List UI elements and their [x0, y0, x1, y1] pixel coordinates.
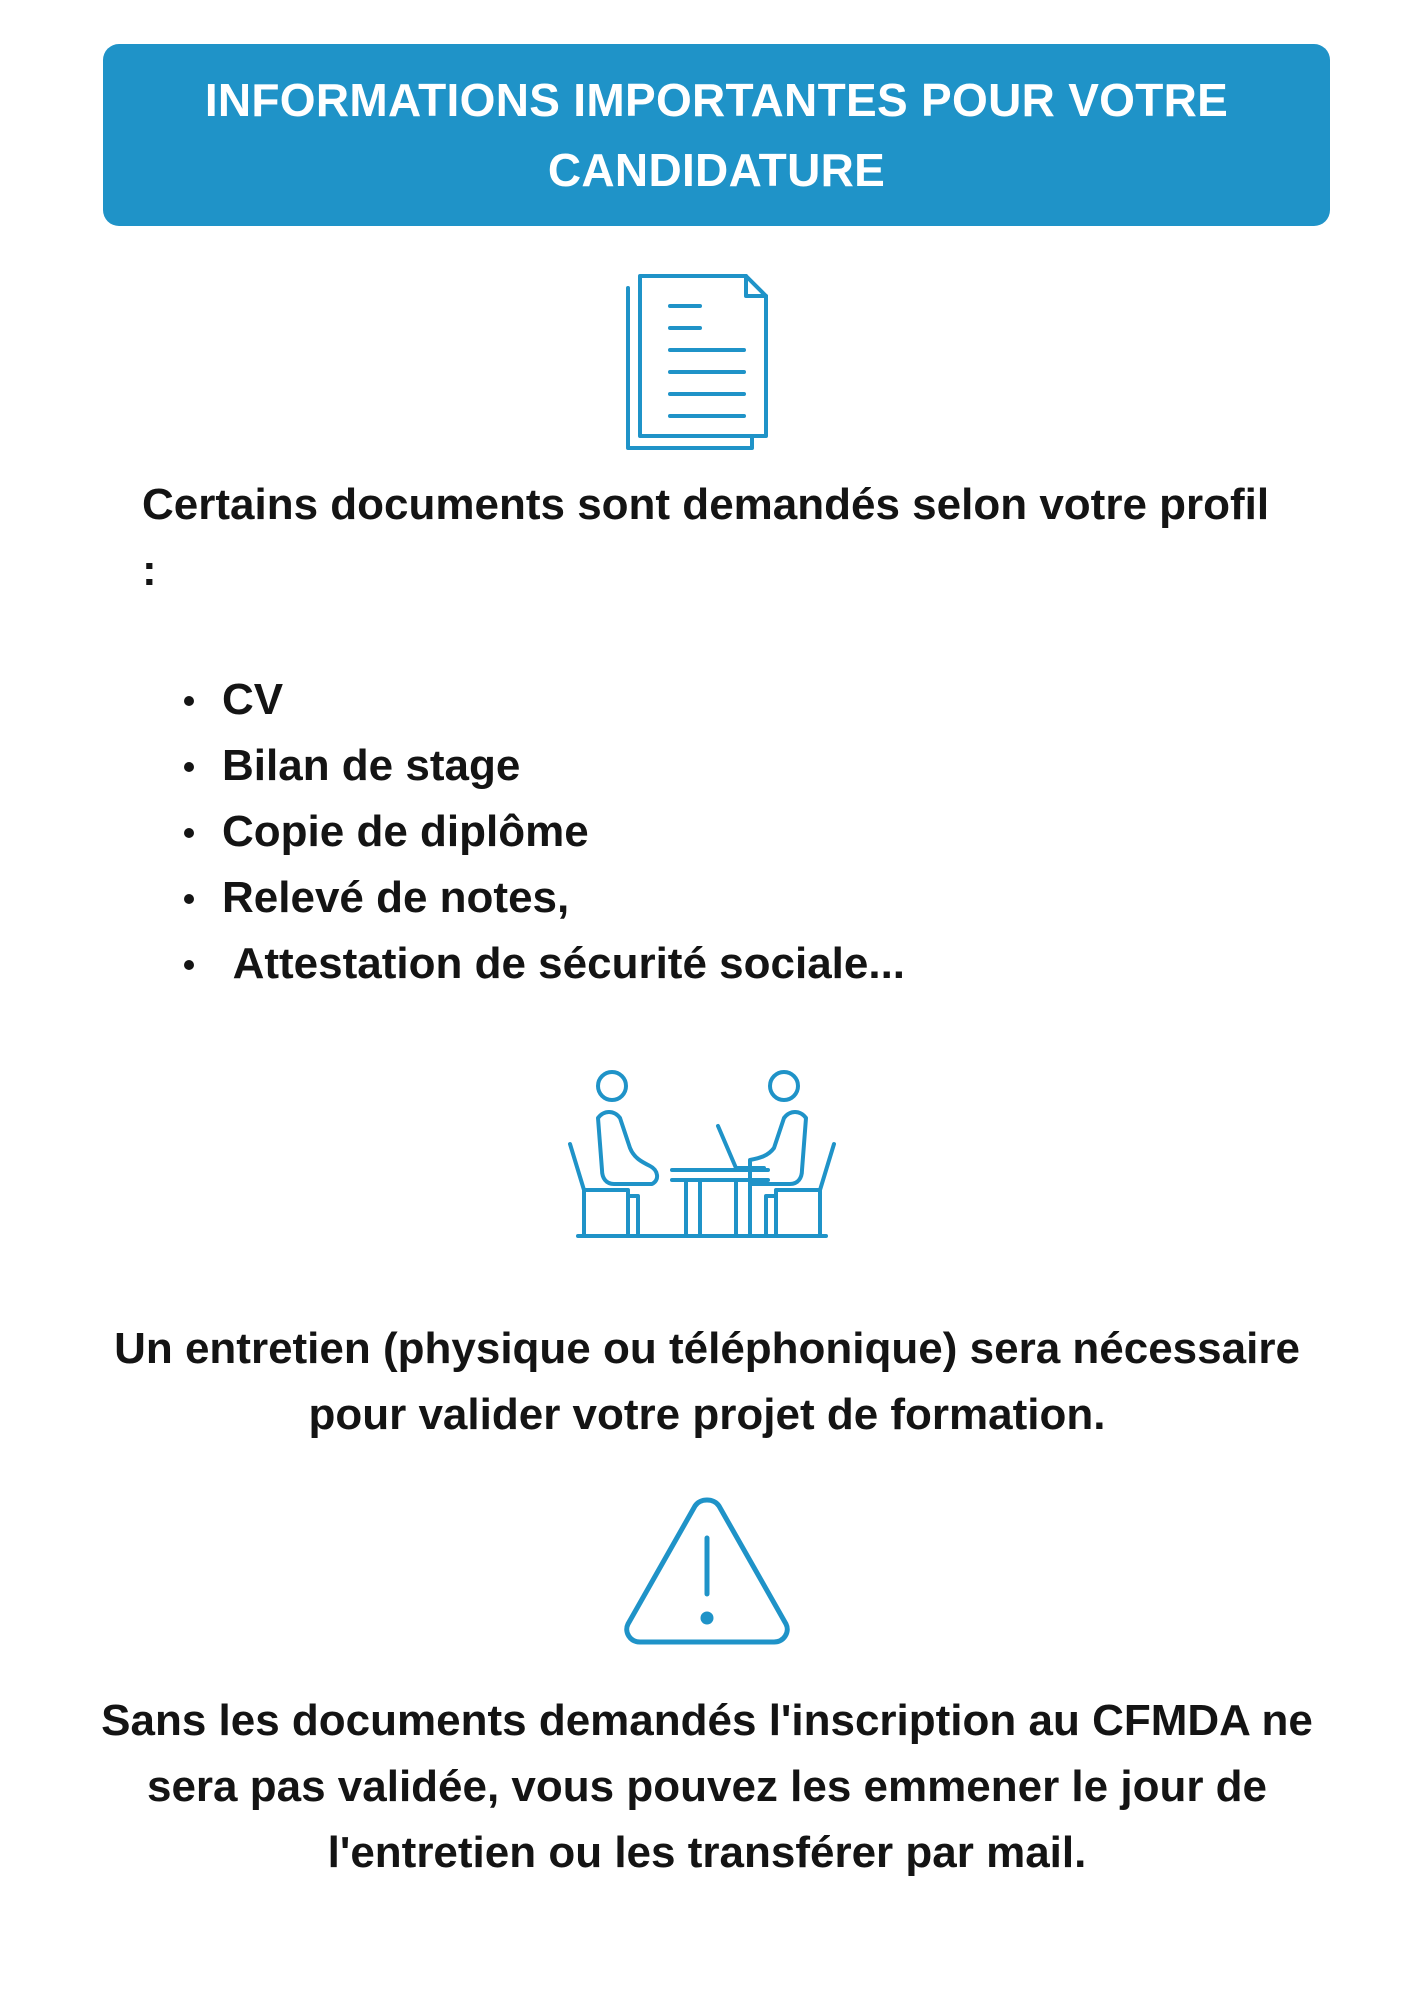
- documents-list: [180, 667, 905, 997]
- interview-text: Un entretien (physique ou téléphonique) sera nécessaire pour valider votre projet de formation.: [114, 1324, 1300, 1439]
- document-icon: [626, 274, 778, 450]
- list-item: Copie de diplôme: [180, 799, 905, 865]
- warning-icon: [622, 1494, 792, 1646]
- list-item: Relevé de notes,: [180, 865, 905, 931]
- documents-intro: Certains documents sont demandés selon votre profil :: [142, 480, 1270, 595]
- list-item: CV: [180, 667, 905, 733]
- list-item: Attestation de sécurité sociale...: [180, 931, 905, 997]
- warning-text: Sans les documents demandés l'inscription au CFMDA ne sera pas validée, vous pouvez les emmener le jour de l'entretien ou les transférer par mail.: [101, 1696, 1313, 1877]
- page-title: INFORMATIONS IMPORTANTES POUR VOTRE CANDIDATURE: [204, 74, 1229, 196]
- list-item: Bilan de stage: [180, 733, 905, 799]
- interview-icon: [568, 1070, 836, 1240]
- header-banner: [103, 44, 1330, 226]
